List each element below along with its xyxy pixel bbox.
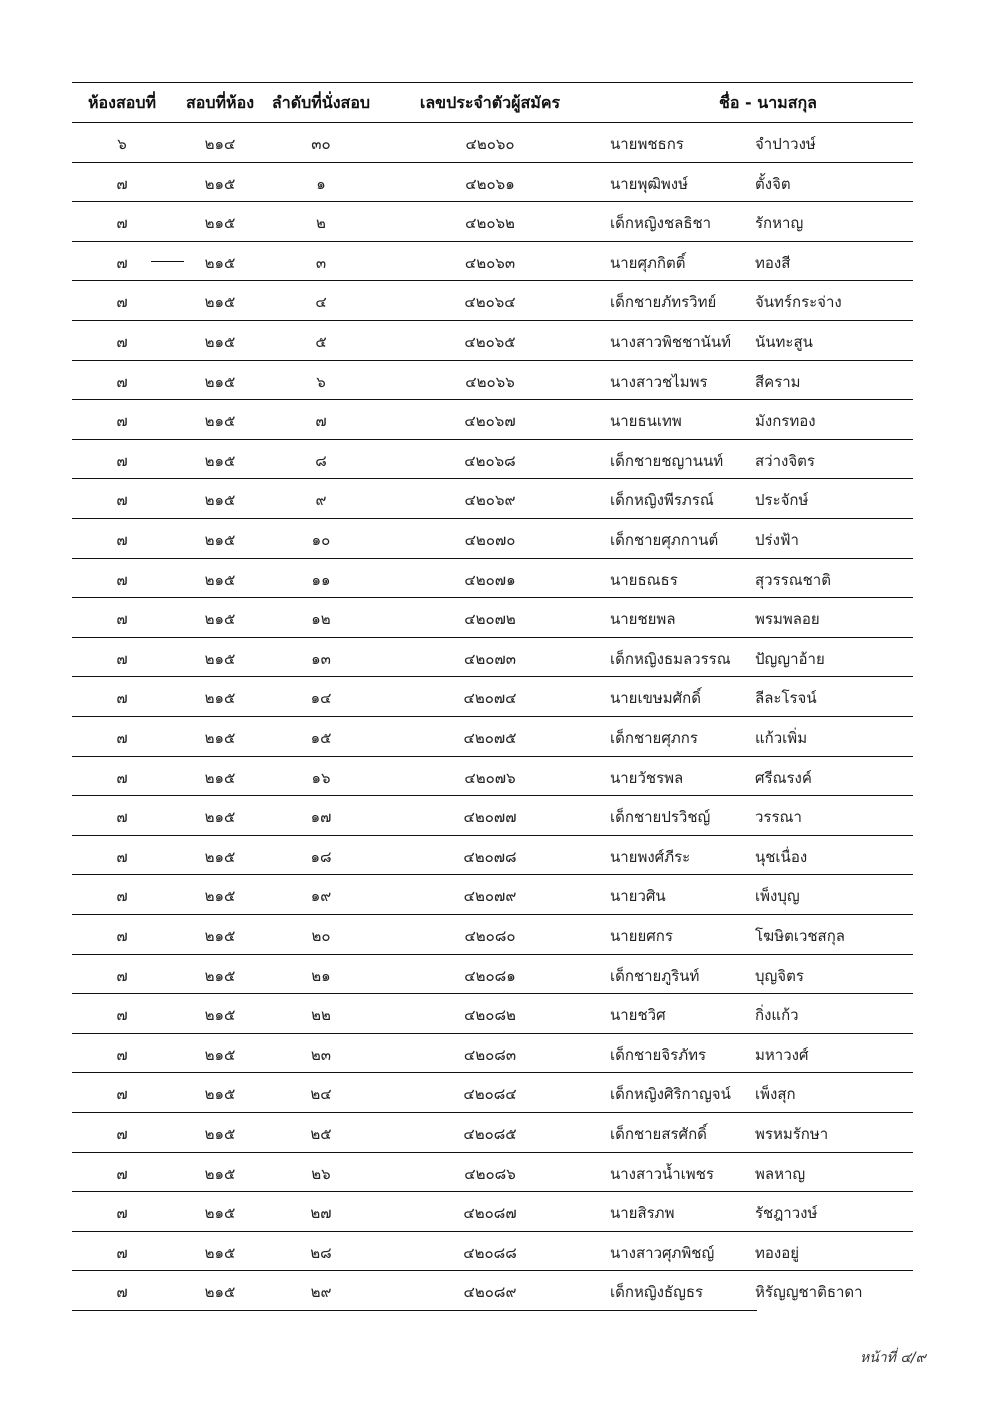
- cell-room: ๗: [116, 1045, 128, 1064]
- cell-first-name: เด็กชายจิรภัทร: [610, 1045, 707, 1064]
- cell-first-name: นายชยพล: [610, 610, 676, 629]
- cell-first-name: นายธนเทพ: [610, 412, 682, 431]
- cell-last-name: สีคราม: [755, 372, 801, 391]
- table-row: [72, 756, 913, 796]
- table-row: [72, 1191, 913, 1231]
- cell-last-name: เพ็งสุก: [755, 1085, 796, 1104]
- page-number: หน้าที่ ๔/๙: [860, 1350, 926, 1366]
- cell-room: ๗: [116, 966, 128, 985]
- cell-last-name: พรมพลอย: [755, 610, 820, 629]
- cell-room: ๗: [116, 531, 128, 549]
- cell-seat: ๗: [315, 412, 327, 431]
- table-row: [72, 122, 913, 162]
- cell-exam-room: ๒๑๕: [204, 412, 236, 431]
- cell-first-name: เด็กชายภัทรวิทย์: [610, 293, 717, 312]
- cell-last-name: ลีละโรจน์: [755, 689, 817, 708]
- table-row: [72, 1112, 913, 1152]
- cell-last-name: โฆษิตเวชสกุล: [755, 927, 845, 945]
- cell-first-name: นายวัชรพล: [610, 768, 684, 787]
- cell-room: ๗: [116, 1164, 128, 1183]
- table-row: [72, 399, 913, 439]
- table-row: [72, 162, 913, 202]
- table-row: [72, 874, 913, 914]
- cell-applicant-id: ๔๒๐๗๐: [464, 531, 516, 549]
- cell-applicant-id: ๔๒๐๘๖: [464, 1164, 516, 1183]
- cell-room: ๗: [116, 610, 128, 629]
- table-row: [72, 716, 913, 756]
- cell-applicant-id: ๔๒๐๖๕: [464, 333, 516, 351]
- cell-seat: ๑๐: [311, 531, 331, 549]
- cell-first-name: นายพชธกร: [610, 135, 684, 153]
- stray-dash-mark: [151, 261, 184, 262]
- cell-room: ๗: [116, 253, 128, 272]
- cell-seat: ๑๖: [311, 768, 331, 787]
- cell-room: ๗: [116, 491, 128, 510]
- cell-room: ๗: [116, 1283, 128, 1302]
- cell-seat: ๒: [316, 214, 326, 233]
- cell-seat: ๒๒: [311, 1006, 331, 1025]
- cell-last-name: รัชฎาวงษ์: [755, 1204, 818, 1223]
- cell-applicant-id: ๔๒๐๘๓: [463, 1045, 517, 1064]
- cell-applicant-id: ๔๒๐๗๕: [463, 729, 517, 747]
- header-seat: ลำดับที่นั่งสอบ: [271, 93, 371, 112]
- cell-seat: ๑๘: [310, 847, 332, 866]
- cell-first-name: เด็กหญิงชลธิชา: [610, 214, 712, 233]
- cell-exam-room: ๒๑๕: [204, 333, 236, 351]
- cell-applicant-id: ๔๒๐๘๔: [463, 1085, 517, 1104]
- cell-last-name: สว่างจิตร: [755, 451, 815, 470]
- table-row: [72, 954, 913, 994]
- cell-first-name: เด็กหญิงธมลวรรณ: [610, 649, 731, 668]
- cell-exam-room: ๒๑๕: [204, 293, 236, 312]
- cell-last-name: ศรีณรงค์: [755, 768, 812, 787]
- cell-applicant-id: ๔๒๐๗๖: [464, 768, 516, 787]
- cell-applicant-id: ๔๒๐๖๔: [464, 293, 516, 312]
- cell-exam-room: ๒๑๕: [204, 570, 236, 589]
- cell-last-name: มังกรทอง: [755, 412, 816, 431]
- cell-first-name: นายพงศ์ภีระ: [610, 847, 691, 866]
- cell-seat: ๒๕: [310, 1125, 332, 1143]
- cell-room: ๗: [116, 214, 128, 233]
- cell-last-name: รักหาญ: [755, 214, 804, 233]
- cell-exam-room: ๒๑๕: [204, 1283, 236, 1302]
- table-row: [72, 1033, 913, 1073]
- cell-exam-room: ๒๑๕: [204, 847, 236, 866]
- table-row: [72, 320, 913, 360]
- cell-applicant-id: ๔๒๐๗๓: [464, 649, 516, 668]
- cell-seat: ๑๑: [311, 570, 331, 589]
- cell-first-name: นางสาวชไมพร: [610, 372, 708, 391]
- cell-first-name: เด็กชายชญานนท์: [610, 451, 724, 470]
- cell-first-name: นายพุฒิพงษ์: [610, 174, 689, 193]
- table-row: [72, 360, 913, 400]
- cell-first-name: นางสาวน้ำเพชร: [610, 1164, 714, 1183]
- cell-last-name: ปร่งฟ้า: [755, 531, 799, 549]
- table-row: [72, 795, 913, 835]
- cell-seat: ๒๑: [311, 966, 331, 985]
- cell-room: ๗: [116, 1204, 128, 1223]
- cell-exam-room: ๒๑๕: [204, 927, 236, 945]
- cell-applicant-id: ๔๒๐๖๑: [465, 174, 515, 193]
- cell-room: ๗: [116, 808, 128, 827]
- cell-exam-room: ๒๑๕: [204, 966, 236, 985]
- cell-seat: ๔: [315, 293, 327, 312]
- cell-room: ๗: [116, 1085, 128, 1104]
- cell-last-name: กิ่งแก้ว: [755, 1006, 799, 1025]
- cell-exam-room: ๒๑๕: [204, 253, 236, 272]
- cell-last-name: มหาวงศ์: [755, 1045, 809, 1064]
- cell-applicant-id: ๔๒๐๘๕: [463, 1125, 517, 1143]
- cell-room: ๗: [116, 649, 128, 668]
- cell-exam-room: ๒๑๕: [204, 1045, 236, 1064]
- cell-first-name: นางสาวพิชชานันท์: [610, 333, 732, 351]
- cell-applicant-id: ๔๒๐๖๘: [464, 451, 516, 470]
- cell-last-name: สุวรรณชาติ: [755, 570, 831, 589]
- cell-seat: ๒๙: [310, 1283, 332, 1302]
- cell-applicant-id: ๔๒๐๖๒: [465, 214, 515, 233]
- cell-exam-room: ๒๑๕: [204, 174, 236, 193]
- cell-last-name: หิรัญญชาติธาดา: [755, 1283, 863, 1302]
- table-row: [72, 518, 913, 558]
- cell-exam-room: ๒๑๕: [204, 491, 236, 510]
- cell-last-name: เพ็งบุญ: [755, 887, 800, 906]
- cell-applicant-id: ๔๒๐๖๐: [465, 135, 515, 153]
- table-row: [72, 835, 913, 875]
- cell-exam-room: ๒๑๕: [204, 768, 236, 787]
- header-exam-room: สอบที่ห้อง: [185, 93, 255, 112]
- cell-last-name: นุชเนื่อง: [755, 847, 808, 866]
- table-row: [72, 676, 913, 716]
- cell-last-name: จันทร์กระจ่าง: [755, 293, 842, 312]
- cell-room: ๗: [116, 570, 128, 589]
- cell-first-name: นายยศกร: [610, 927, 673, 945]
- cell-first-name: เด็กหญิงพีรภรณ์: [610, 491, 714, 510]
- cell-exam-room: ๒๑๕: [204, 1204, 236, 1223]
- cell-first-name: เด็กหญิงธัญธร: [610, 1283, 704, 1302]
- cell-seat: ๑๓: [311, 649, 331, 668]
- cell-exam-room: ๒๑๕: [204, 531, 236, 549]
- cell-exam-room: ๒๑๔: [204, 135, 236, 153]
- cell-room: ๖: [117, 135, 127, 153]
- cell-first-name: เด็กชายสรศักดิ์: [610, 1125, 707, 1143]
- header-applicant-id: เลขประจำตัวผู้สมัคร: [419, 93, 561, 112]
- cell-applicant-id: ๔๒๐๖๓: [464, 253, 516, 272]
- cell-room: ๗: [116, 451, 128, 470]
- cell-applicant-id: ๔๒๐๘๐: [464, 927, 516, 945]
- cell-seat: ๘: [315, 451, 327, 470]
- cell-exam-room: ๒๑๕: [204, 372, 236, 391]
- table-row: [72, 597, 913, 637]
- table-row: [72, 201, 913, 241]
- cell-first-name: เด็กชายศุภกร: [610, 729, 698, 747]
- table-row: [72, 1152, 913, 1192]
- cell-seat: ๑๗: [310, 808, 332, 827]
- cell-room: ๗: [116, 293, 128, 312]
- cell-seat: ๖: [316, 372, 326, 391]
- cell-exam-room: ๒๑๕: [204, 610, 236, 629]
- cell-last-name: จำปาวงษ์: [755, 135, 816, 153]
- table-row: [72, 637, 913, 677]
- cell-first-name: นายศุภกิตติ์: [610, 253, 686, 272]
- table-row: [72, 1072, 913, 1112]
- cell-seat: ๒๖: [311, 1164, 331, 1183]
- table-row: [72, 439, 913, 479]
- cell-first-name: เด็กชายปรวิชญ์: [610, 808, 711, 827]
- table-row: [72, 478, 913, 518]
- cell-exam-room: ๒๑๕: [204, 649, 236, 668]
- cell-last-name: ทองสี: [755, 253, 791, 272]
- cell-last-name: ตั้งจิต: [755, 174, 791, 193]
- table-row: [72, 280, 913, 320]
- table-bottom-rule: [72, 1310, 757, 1311]
- cell-first-name: เด็กชายภูรินท์: [610, 966, 700, 985]
- cell-exam-room: ๒๑๕: [204, 214, 236, 233]
- cell-exam-room: ๒๑๕: [204, 689, 236, 708]
- table-row: [72, 993, 913, 1033]
- cell-room: ๗: [116, 847, 128, 866]
- cell-exam-room: ๒๑๕: [204, 808, 236, 827]
- cell-last-name: วรรณา: [755, 808, 802, 827]
- cell-room: ๗: [116, 927, 128, 945]
- table-row: [72, 241, 913, 281]
- cell-applicant-id: ๔๒๐๘๗: [463, 1204, 517, 1223]
- cell-exam-room: ๒๑๕: [204, 1125, 236, 1143]
- cell-exam-room: ๒๑๕: [204, 1164, 236, 1183]
- cell-last-name: บุญจิตร: [755, 966, 804, 985]
- cell-last-name: ปัญญาอ้าย: [755, 649, 825, 668]
- cell-seat: ๒๔: [310, 1085, 332, 1104]
- cell-seat: ๑๕: [310, 729, 332, 747]
- cell-exam-room: ๒๑๕: [204, 1006, 236, 1025]
- cell-applicant-id: ๔๒๐๗๒: [464, 610, 516, 629]
- cell-seat: ๒๐: [311, 927, 331, 945]
- cell-seat: ๒๗: [310, 1204, 332, 1223]
- cell-first-name: นายเขษมศักดิ์: [610, 689, 701, 708]
- cell-first-name: เด็กชายศุภกานต์: [610, 531, 719, 549]
- cell-room: ๗: [116, 1006, 128, 1025]
- cell-room: ๗: [116, 887, 128, 906]
- cell-first-name: นายชวิศ: [610, 1006, 666, 1025]
- cell-seat: ๓: [315, 253, 327, 272]
- table-header: [72, 82, 913, 122]
- cell-seat: ๙: [315, 491, 327, 510]
- cell-seat: ๑: [316, 174, 326, 193]
- cell-applicant-id: ๔๒๐๘๑: [464, 966, 516, 985]
- table-row: [72, 914, 913, 954]
- cell-room: ๗: [116, 768, 128, 787]
- cell-seat: ๑๒: [311, 610, 331, 629]
- cell-room: ๗: [116, 372, 128, 391]
- cell-applicant-id: ๔๒๐๘๙: [463, 1283, 517, 1302]
- cell-first-name: นายวศิน: [610, 887, 666, 906]
- cell-seat: ๓๐: [311, 135, 331, 153]
- cell-applicant-id: ๔๒๐๗๘: [463, 847, 517, 866]
- cell-seat: ๕: [315, 333, 327, 351]
- table-row: [72, 1231, 913, 1271]
- cell-applicant-id: ๔๒๐๖๙: [464, 491, 516, 510]
- header-room: ห้องสอบที่: [87, 93, 157, 112]
- cell-applicant-id: ๔๒๐๖๖: [465, 372, 515, 391]
- cell-applicant-id: ๔๒๐๖๗: [464, 412, 516, 431]
- cell-exam-room: ๒๑๕: [204, 729, 236, 747]
- cell-room: ๗: [116, 729, 128, 747]
- cell-first-name: นายสิรภพ: [610, 1204, 675, 1223]
- cell-applicant-id: ๔๒๐๘๒: [464, 1006, 516, 1025]
- cell-exam-room: ๒๑๕: [204, 1085, 236, 1104]
- cell-last-name: แก้วเพิ่ม: [755, 729, 808, 747]
- cell-exam-room: ๒๑๕: [204, 451, 236, 470]
- cell-applicant-id: ๔๒๐๗๔: [463, 689, 517, 708]
- header-name: ชื่อ - นามสกุล: [719, 93, 817, 112]
- cell-room: ๗: [116, 412, 128, 431]
- cell-room: ๗: [116, 174, 128, 193]
- cell-last-name: พรหมรักษา: [755, 1125, 829, 1143]
- cell-last-name: ทองอยู่: [755, 1243, 800, 1262]
- cell-seat: ๒๘: [310, 1243, 332, 1262]
- cell-seat: ๒๓: [310, 1045, 332, 1064]
- cell-applicant-id: ๔๒๐๘๘: [463, 1243, 517, 1262]
- cell-seat: ๑๙: [310, 887, 332, 906]
- cell-exam-room: ๒๑๕: [204, 887, 236, 906]
- cell-exam-room: ๒๑๕: [204, 1243, 236, 1262]
- cell-applicant-id: ๔๒๐๗๗: [463, 808, 517, 827]
- cell-seat: ๑๔: [310, 689, 332, 708]
- table-row: [72, 558, 913, 598]
- cell-room: ๗: [116, 689, 128, 708]
- cell-first-name: นายธณธร: [610, 570, 678, 589]
- cell-last-name: นันทะสูน: [755, 333, 813, 351]
- cell-room: ๗: [116, 1243, 128, 1262]
- cell-applicant-id: ๔๒๐๗๙: [463, 887, 517, 906]
- cell-first-name: เด็กหญิงศิริกาญจน์: [610, 1085, 731, 1104]
- cell-first-name: นางสาวศุภพิชญ์: [610, 1243, 715, 1262]
- cell-room: ๗: [116, 333, 128, 351]
- cell-last-name: ประจักษ์: [755, 491, 809, 510]
- cell-room: ๗: [116, 1125, 128, 1143]
- cell-applicant-id: ๔๒๐๗๑: [464, 570, 516, 589]
- table-row: [72, 1270, 913, 1310]
- cell-last-name: พลหาญ: [755, 1164, 806, 1183]
